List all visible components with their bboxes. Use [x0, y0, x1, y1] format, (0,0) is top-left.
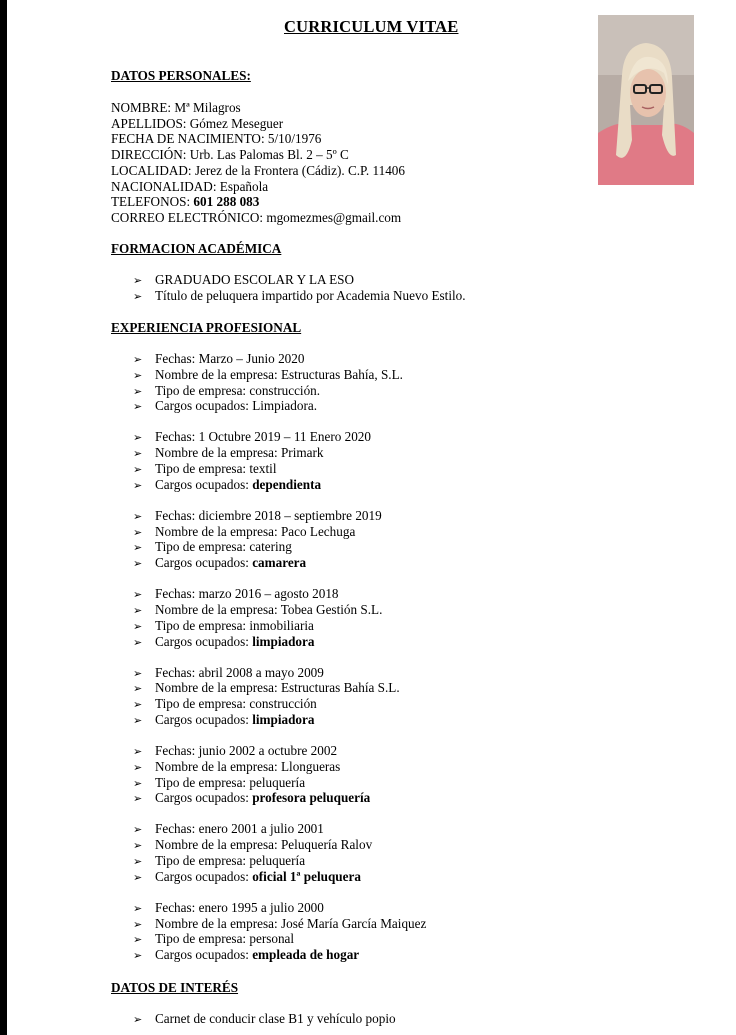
arrow-bullet-icon: ➢ — [133, 760, 143, 774]
arrow-bullet-icon: ➢ — [133, 353, 143, 366]
arrow-bullet-icon: ➢ — [133, 917, 143, 931]
personal-line-name: NOMBRE: Mª Milagros — [111, 100, 241, 115]
arrow-bullet-icon: ➢ — [133, 509, 143, 523]
arrow-bullet-icon: ➢ — [133, 447, 143, 461]
personal-line-address: DIRECCIÓN: Urb. Las Palomas Bl. 2 – 5º C — [111, 147, 349, 163]
arrow-bullet-icon: ➢ — [133, 635, 143, 649]
job-fechas-line: ➢ Fechas: abril 2008 a mayo 2009 — [133, 664, 324, 680]
arrow-bullet-icon: ➢ — [133, 274, 143, 287]
arrow-bullet-icon: ➢ — [133, 525, 143, 539]
arrow-bullet-icon: ➢ — [133, 682, 143, 696]
arrow-bullet-icon: ➢ — [133, 400, 143, 414]
arrow-bullet-icon: ➢ — [133, 368, 143, 382]
personal-line-birthdate: FECHA DE NACIMIENTO: 5/10/1976 — [111, 131, 322, 147]
arrow-bullet-icon: ➢ — [133, 698, 143, 712]
job-cargo-line: ➢ Cargos ocupados: camarera — [133, 555, 307, 571]
job-empresa-line: ➢ Nombre de la empresa: Estructuras Bahía, S.L. — [133, 366, 403, 382]
job-tipo-line: ➢ Tipo de empresa: peluquería — [133, 774, 306, 790]
job-cargo-line: ➢ Cargos ocupados: Limpiadora. — [133, 398, 318, 414]
personal-line-nationality: NACIONALIDAD: Española — [111, 178, 269, 194]
job-cargo-line: ➢ Cargos ocupados: empleada de hogar — [133, 947, 360, 963]
arrow-bullet-icon: ➢ — [133, 776, 143, 790]
arrow-bullet-icon: ➢ — [133, 290, 143, 303]
job-cargo-line: ➢ Cargos ocupados: profesora peluquería — [133, 790, 371, 806]
arrow-bullet-icon: ➢ — [133, 745, 143, 758]
arrow-bullet-icon: ➢ — [133, 714, 143, 727]
profile-photo-image — [598, 15, 694, 185]
arrow-bullet-icon: ➢ — [133, 604, 143, 617]
document-title: CURRICULUM VITAE — [284, 17, 459, 36]
job-empresa-line: ➢ Nombre de la empresa: José María García Maiquez — [133, 915, 427, 931]
job-tipo-line: ➢ Tipo de empresa: construcción — [133, 696, 317, 712]
job-cargo-line: ➢ Cargos ocupados: limpiadora — [133, 712, 315, 727]
interest-heading: DATOS DE INTERÉS — [111, 980, 239, 995]
arrow-bullet-icon: ➢ — [133, 870, 143, 884]
job-fechas-line: ➢ Fechas: 1 Octubre 2019 – 11 Enero 2020 — [133, 429, 371, 445]
personal-line-email: CORREO ELECTRÓNICO: mgomezmes@gmail.com — [111, 209, 402, 225]
personal-data-heading: DATOS PERSONALES: — [111, 68, 251, 83]
job-tipo-line: ➢ Tipo de empresa: textil — [133, 461, 277, 476]
job-tipo-line: ➢ Tipo de empresa: construcción. — [133, 382, 321, 398]
arrow-bullet-icon: ➢ — [133, 792, 143, 806]
job-fechas-line: ➢ Fechas: diciembre 2018 – septiembre 2019 — [133, 507, 382, 523]
list-item: ➢ Título de peluquera impartido por Academia Nuevo Estilo. — [133, 288, 466, 303]
job-tipo-line: ➢ Tipo de empresa: peluquería — [133, 853, 306, 868]
job-empresa-line: ➢ Nombre de la empresa: Primark — [133, 445, 324, 461]
arrow-bullet-icon: ➢ — [133, 541, 143, 555]
job-fechas-line: ➢ Fechas: marzo 2016 – agosto 2018 — [133, 586, 339, 602]
arrow-bullet-icon: ➢ — [133, 933, 143, 947]
list-item: ➢ Carnet de conducir clase B1 y vehículo popio — [133, 1011, 396, 1026]
arrow-bullet-icon: ➢ — [133, 588, 143, 602]
arrow-bullet-icon: ➢ — [133, 839, 143, 853]
job-cargo-line: ➢ Cargos ocupados: limpiadora — [133, 633, 315, 649]
arrow-bullet-icon: ➢ — [133, 855, 143, 868]
arrow-bullet-icon: ➢ — [133, 478, 143, 492]
job-tipo-line: ➢ Tipo de empresa: inmobiliaria — [133, 617, 314, 633]
job-tipo-line: ➢ Tipo de empresa: catering — [133, 539, 292, 555]
arrow-bullet-icon: ➢ — [133, 463, 143, 476]
job-fechas-line: ➢ Fechas: Marzo – Junio 2020 — [133, 351, 305, 366]
job-empresa-line: ➢ Nombre de la empresa: Paco Lechuga — [133, 523, 356, 539]
job-cargo-line: ➢ Cargos ocupados: dependienta — [133, 476, 322, 492]
arrow-bullet-icon: ➢ — [133, 901, 143, 915]
job-fechas-line: ➢ Fechas: enero 1995 a julio 2000 — [133, 899, 324, 915]
job-fechas-line: ➢ Fechas: junio 2002 a octubre 2002 — [133, 743, 338, 758]
personal-line-phone: TELEFONOS: 601 288 083 — [111, 194, 260, 210]
personal-line-locality: LOCALIDAD: Jerez de la Frontera (Cádiz). C.P. 11406 — [111, 162, 405, 178]
list-item: ➢ GRADUADO ESCOLAR Y LA ESO — [133, 272, 355, 287]
job-empresa-line: ➢ Nombre de la empresa: Estructuras Bahía S.L. — [133, 680, 400, 696]
arrow-bullet-icon: ➢ — [133, 823, 143, 837]
arrow-bullet-icon: ➢ — [133, 384, 143, 398]
job-empresa-line: ➢ Nombre de la empresa: Peluquería Ralov — [133, 837, 373, 853]
arrow-bullet-icon: ➢ — [133, 431, 143, 445]
job-cargo-line: ➢ Cargos ocupados: oficial 1ª peluquera — [133, 868, 361, 884]
arrow-bullet-icon: ➢ — [133, 619, 143, 633]
personal-line-surnames: APELLIDOS: Gómez Meseguer — [111, 115, 284, 131]
profile-photo — [598, 15, 694, 185]
arrow-bullet-icon: ➢ — [133, 666, 143, 680]
job-empresa-line: ➢ Nombre de la empresa: Tobea Gestión S.L. — [133, 602, 383, 617]
job-tipo-line: ➢ Tipo de empresa: personal — [133, 931, 295, 947]
experience-heading: EXPERIENCIA PROFESIONAL — [111, 320, 302, 335]
job-empresa-line: ➢ Nombre de la empresa: Llongueras — [133, 758, 341, 774]
arrow-bullet-icon: ➢ — [133, 557, 143, 571]
arrow-bullet-icon: ➢ — [133, 1013, 143, 1026]
page-edge-bar — [0, 0, 7, 1035]
arrow-bullet-icon: ➢ — [133, 949, 143, 963]
education-heading: FORMACION ACADÉMICA — [111, 241, 282, 256]
job-fechas-line: ➢ Fechas: enero 2001 a julio 2001 — [133, 821, 324, 837]
